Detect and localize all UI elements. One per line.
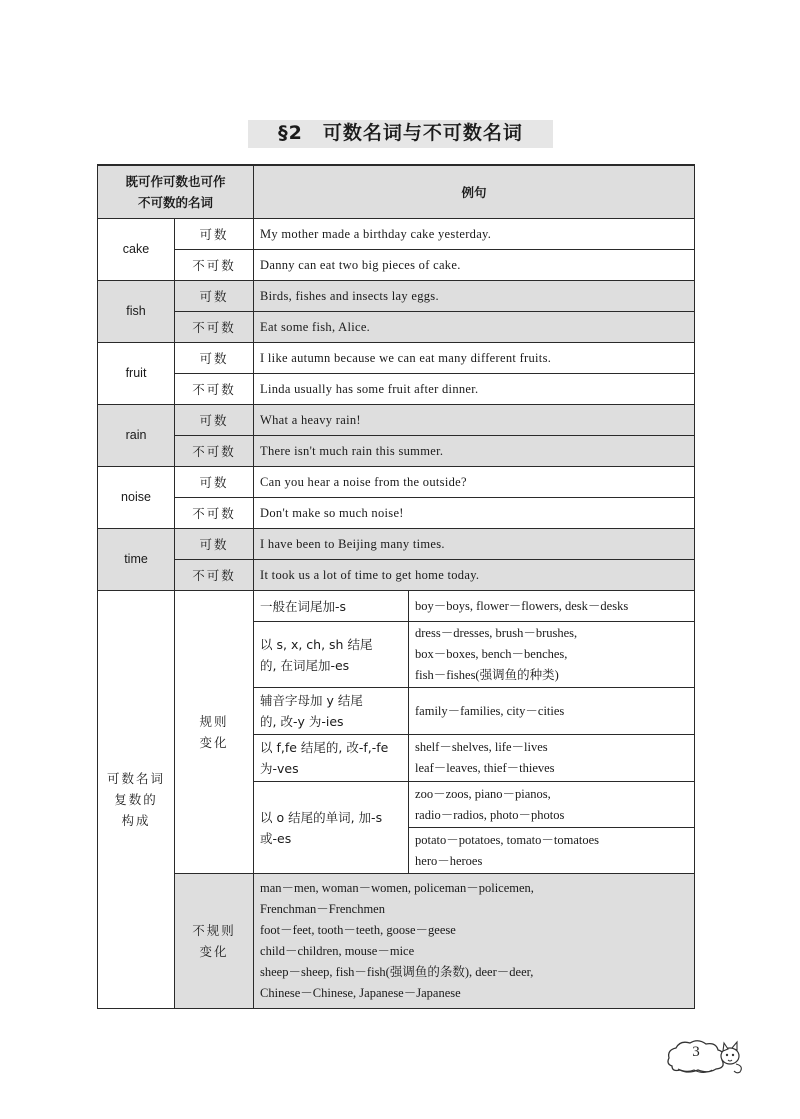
- table-header-row: [98, 165, 695, 219]
- uncountable-example: Don't make so much noise!: [254, 498, 695, 529]
- rule-examples-cell: [409, 828, 695, 874]
- example-line: hero－heroes: [415, 853, 483, 868]
- uncountable-label: 不可数: [175, 436, 254, 467]
- example-line: family－families, city－cities: [415, 703, 565, 718]
- noun-cell: fish: [98, 281, 175, 343]
- countable-label: 可数: [175, 467, 254, 498]
- countable-label: 可数: [175, 219, 254, 250]
- table-row: [98, 312, 695, 343]
- countable-example: Can you hear a noise from the outside?: [254, 467, 695, 498]
- table-row: [98, 374, 695, 405]
- uncountable-example: It took us a lot of time to get home today.: [254, 560, 695, 591]
- rule-cell: [254, 622, 409, 688]
- header-nouns-cell: [98, 165, 254, 219]
- table-row: [98, 591, 695, 622]
- uncountable-example: Linda usually has some fruit after dinner.: [254, 374, 695, 405]
- example-line: foot－feet, tooth－teeth, goose－geese: [260, 923, 456, 937]
- rule-examples-cell: [409, 622, 695, 688]
- rule-line: 辅音字母加 y 结尾: [260, 693, 363, 708]
- example-line: boy－boys, flower－flowers, desk－desks: [415, 598, 629, 613]
- example-line: Frenchman－Frenchmen: [260, 902, 385, 916]
- countable-label: 可数: [175, 529, 254, 560]
- example-line: dress－dresses, brush－brushes,: [415, 626, 578, 640]
- noun-cell: noise: [98, 467, 175, 529]
- table-row: [98, 498, 695, 529]
- noun-cell: fruit: [98, 343, 175, 405]
- page-number-badge: [664, 1036, 746, 1076]
- countable-example: What a heavy rain!: [254, 405, 695, 436]
- rule-cell: [254, 782, 409, 874]
- example-line: child－children, mouse－mice: [260, 944, 415, 958]
- header-examples-cell: 例句: [254, 165, 695, 219]
- table-row: [98, 281, 695, 312]
- countable-example: I have been to Beijing many times.: [254, 529, 695, 560]
- example-line: sheep－sheep, fish－fish(强调鱼的条数), deer－deer,: [260, 965, 534, 979]
- irregular-label-line-1: 不规则: [192, 923, 236, 938]
- example-line: zoo－zoos, piano－pianos,: [415, 786, 551, 801]
- rule-line: 以 s, x, ch, sh 结尾: [260, 636, 373, 652]
- rule-cell: [254, 688, 409, 735]
- page-number: 3: [692, 1044, 700, 1060]
- plural-category-line-2: 复数的: [114, 792, 158, 807]
- example-line: leaf－leaves, thief－thieves: [415, 761, 555, 775]
- regular-label-line-1: 规则: [199, 714, 229, 729]
- uncountable-example: There isn't much rain this summer.: [254, 436, 695, 467]
- rule-line: 以 f,fe 结尾的, 改-f,-fe: [260, 740, 389, 755]
- irregular-label-cell: [175, 874, 254, 1009]
- rule-cell: [254, 735, 409, 782]
- noun-table: [97, 164, 695, 1009]
- uncountable-label: 不可数: [175, 250, 254, 281]
- plural-category-line-1: 可数名词: [106, 771, 165, 786]
- table-row: [98, 467, 695, 498]
- rule-examples-cell: [409, 591, 695, 622]
- uncountable-label: 不可数: [175, 374, 254, 405]
- uncountable-label: 不可数: [175, 312, 254, 343]
- header-nouns-line-2: 不可数的名词: [138, 195, 214, 210]
- table-row: [98, 560, 695, 591]
- table-row: [98, 343, 695, 374]
- rule-line: 为-ves: [260, 761, 299, 776]
- rule-examples-cell: [409, 688, 695, 735]
- example-line: shelf－shelves, life－lives: [415, 740, 548, 754]
- irregular-examples-cell: [254, 874, 695, 1009]
- header-nouns-line-1: 既可作可数也可作: [125, 174, 226, 189]
- table-row: [98, 219, 695, 250]
- table-row: [98, 250, 695, 281]
- rule-examples-cell: [409, 782, 695, 828]
- regular-label-line-2: 变化: [199, 735, 229, 750]
- uncountable-label: 不可数: [175, 498, 254, 529]
- plural-category-cell: [98, 591, 175, 1009]
- rule-line: 的, 改-y 为-ies: [260, 714, 344, 729]
- example-line: potato－potatoes, tomato－tomatoes: [415, 832, 600, 847]
- countable-label: 可数: [175, 405, 254, 436]
- example-line: box－boxes, bench－benches,: [415, 647, 568, 661]
- title-block: [248, 114, 553, 148]
- uncountable-example: Danny can eat two big pieces of cake.: [254, 250, 695, 281]
- countable-label: 可数: [175, 281, 254, 312]
- rule-line: 或-es: [260, 830, 292, 846]
- rule-line: 的, 在词尾加-es: [260, 657, 350, 673]
- rule-examples-cell: [409, 735, 695, 782]
- regular-label-cell: [175, 591, 254, 874]
- example-line: man－men, woman－women, policeman－policemen,: [260, 881, 534, 895]
- table-row: [98, 529, 695, 560]
- noun-cell: time: [98, 529, 175, 591]
- example-line: radio－radios, photo－photos: [415, 807, 565, 822]
- page-title: §2 可数名词与不可数名词: [278, 121, 523, 144]
- table-row: [98, 436, 695, 467]
- rule-line: 一般在词尾加-s: [260, 598, 347, 614]
- rule-line: 以 o 结尾的单词, 加-s: [260, 809, 383, 825]
- uncountable-example: Eat some fish, Alice.: [254, 312, 695, 343]
- countable-example: My mother made a birthday cake yesterday.: [254, 219, 695, 250]
- uncountable-label: 不可数: [175, 560, 254, 591]
- example-line: fish－fishes(强调鱼的种类): [415, 668, 559, 682]
- plural-category-line-3: 构成: [121, 813, 151, 828]
- example-line: Chinese－Chinese, Japanese－Japanese: [260, 986, 461, 1000]
- noun-cell: rain: [98, 405, 175, 467]
- irregular-label-line-2: 变化: [199, 944, 229, 959]
- countable-label: 可数: [175, 343, 254, 374]
- rule-cell: [254, 591, 409, 622]
- noun-cell: cake: [98, 219, 175, 281]
- table-row: [98, 874, 695, 1009]
- countable-example: Birds, fishes and insects lay eggs.: [254, 281, 695, 312]
- countable-example: I like autumn because we can eat many different fruits.: [254, 343, 695, 374]
- table-row: [98, 405, 695, 436]
